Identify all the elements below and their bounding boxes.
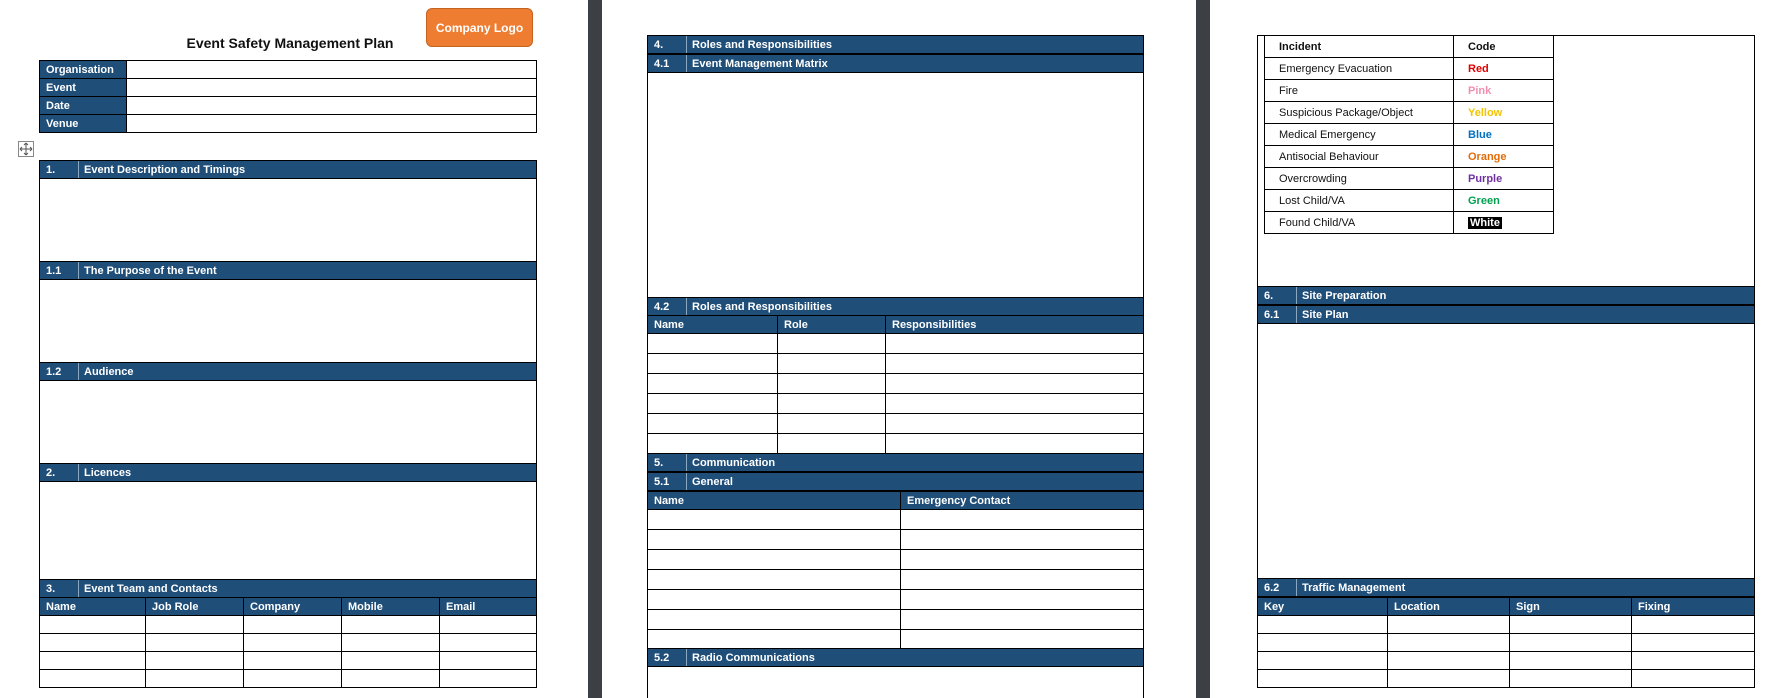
text-area[interactable] — [39, 279, 537, 363]
general-contacts-table — [647, 491, 1144, 650]
table-row — [40, 79, 537, 97]
incident-name: Fire — [1265, 80, 1454, 102]
table-row[interactable] — [648, 374, 1144, 394]
section-title: Site Plan — [1302, 308, 1349, 321]
incident-code: Blue — [1454, 124, 1554, 146]
table-row[interactable] — [1258, 670, 1755, 688]
table-row[interactable] — [648, 590, 1144, 610]
table-row[interactable] — [648, 394, 1144, 414]
info-value-cell[interactable] — [127, 61, 537, 79]
table-row[interactable] — [648, 414, 1144, 434]
section-header — [1257, 578, 1755, 597]
incident-code: Orange — [1454, 146, 1554, 168]
section-number: 1. — [46, 163, 56, 176]
page-3 — [1210, 0, 1787, 698]
move-icon[interactable] — [18, 141, 34, 157]
company-logo-label: Company Logo — [435, 20, 524, 35]
section-number: 5.2 — [654, 651, 670, 664]
table-row[interactable] — [40, 616, 537, 634]
section-number: 1.2 — [46, 365, 62, 378]
section-title: Audience — [84, 365, 134, 378]
table-row — [1265, 58, 1554, 80]
page-gutter — [1196, 0, 1210, 698]
table-row[interactable] — [1258, 652, 1755, 670]
section-number: 6. — [1264, 289, 1274, 302]
column-header: Job Role — [146, 598, 244, 616]
incident-code: Purple — [1454, 168, 1554, 190]
section-title: Event Description and Timings — [84, 163, 246, 176]
section-number: 4.1 — [654, 57, 670, 70]
column-header: Mobile — [342, 598, 440, 616]
section-header — [39, 261, 537, 280]
column-header: Name — [648, 316, 778, 334]
column-header: Role — [778, 316, 886, 334]
incident-code: Red — [1454, 58, 1554, 80]
table-header-row — [1265, 36, 1554, 58]
info-value-cell[interactable] — [127, 79, 537, 97]
page-1 — [0, 0, 588, 698]
incident-name: Medical Emergency — [1265, 124, 1454, 146]
table-row[interactable] — [40, 634, 537, 652]
column-header: Sign — [1510, 598, 1632, 616]
section-title: Communication — [692, 456, 776, 469]
text-area[interactable] — [647, 72, 1144, 298]
section-header — [1257, 305, 1755, 324]
table-row[interactable] — [648, 610, 1144, 630]
section-title: Licences — [84, 466, 132, 479]
traffic-management-table — [1257, 597, 1755, 688]
table-row[interactable] — [648, 334, 1144, 354]
section-header — [39, 160, 537, 179]
section-title: Roles and Responsibilities — [692, 300, 832, 313]
column-header: Name — [40, 598, 146, 616]
section-title: The Purpose of the Event — [84, 264, 217, 277]
table-row — [40, 97, 537, 115]
text-area[interactable] — [647, 666, 1144, 698]
section-number: 5. — [654, 456, 664, 469]
table-row[interactable] — [648, 550, 1144, 570]
section-number: 4. — [654, 38, 664, 51]
table-row — [40, 115, 537, 133]
table-row — [1265, 102, 1554, 124]
table-row — [1265, 124, 1554, 146]
info-label: Organisation — [40, 61, 127, 79]
table-row[interactable] — [648, 510, 1144, 530]
section-title: Event Team and Contacts — [84, 582, 218, 595]
incident-code: Pink — [1454, 80, 1554, 102]
table-header-row — [648, 492, 1144, 510]
section-header — [39, 463, 537, 482]
table-header-row — [40, 598, 537, 616]
roles-table — [647, 315, 1144, 454]
column-header: Incident — [1265, 36, 1454, 58]
incident-name: Emergency Evacuation — [1265, 58, 1454, 80]
section-title: General — [692, 475, 733, 488]
section-header — [647, 297, 1144, 316]
column-header: Email — [440, 598, 537, 616]
section-number: 6.1 — [1264, 308, 1280, 321]
section-header — [647, 648, 1144, 667]
table-row — [1265, 212, 1554, 234]
incident-name: Antisocial Behaviour — [1265, 146, 1454, 168]
event-info-table — [39, 60, 537, 133]
section-header — [647, 453, 1144, 472]
page-gutter — [588, 0, 602, 698]
incident-codes-table — [1264, 35, 1554, 234]
incident-code: Green — [1454, 190, 1554, 212]
table-row[interactable] — [1258, 616, 1755, 634]
table-row — [1265, 190, 1554, 212]
column-header: Location — [1388, 598, 1510, 616]
section-header — [647, 472, 1144, 491]
section-number: 5.1 — [654, 475, 670, 488]
section-title: Radio Communications — [692, 651, 815, 664]
section-title: Roles and Responsibilities — [692, 38, 832, 51]
page-title: Event Safety Management Plan — [186, 35, 394, 51]
incident-name: Lost Child/VA — [1265, 190, 1454, 212]
table-row — [1265, 168, 1554, 190]
text-area[interactable] — [39, 481, 537, 580]
section-title: Event Management Matrix — [692, 57, 828, 70]
text-area[interactable] — [39, 178, 537, 262]
section-header — [647, 54, 1144, 73]
company-logo[interactable] — [426, 8, 533, 47]
column-header: Key — [1258, 598, 1388, 616]
table-row[interactable] — [648, 530, 1144, 550]
incident-name: Overcrowding — [1265, 168, 1454, 190]
section-header — [39, 579, 537, 598]
column-header: Code — [1454, 36, 1554, 58]
column-header: Emergency Contact — [901, 492, 1144, 510]
section-header — [39, 362, 537, 381]
section-header — [1257, 286, 1755, 305]
table-row[interactable] — [40, 670, 537, 688]
table-row[interactable] — [648, 570, 1144, 590]
incident-name: Suspicious Package/Object — [1265, 102, 1454, 124]
table-row[interactable] — [648, 630, 1144, 650]
table-row[interactable] — [40, 652, 537, 670]
section-number: 6.2 — [1264, 581, 1280, 594]
info-value-cell[interactable] — [127, 97, 537, 115]
info-value-cell[interactable] — [127, 115, 537, 133]
incident-code: White — [1470, 216, 1500, 229]
text-area[interactable] — [39, 380, 537, 464]
table-row — [1265, 80, 1554, 102]
column-header: Company — [244, 598, 342, 616]
team-contacts-table — [39, 597, 537, 688]
section-title: Site Preparation — [1302, 289, 1387, 302]
table-row[interactable] — [648, 434, 1144, 454]
column-header: Name — [648, 492, 901, 510]
table-header-row — [1258, 598, 1755, 616]
section-number: 3. — [46, 582, 56, 595]
table-row[interactable] — [1258, 634, 1755, 652]
section-number: 4.2 — [654, 300, 670, 313]
info-label: Venue — [40, 115, 127, 133]
section-number: 2. — [46, 466, 56, 479]
column-header: Fixing — [1632, 598, 1755, 616]
incident-name: Found Child/VA — [1265, 212, 1454, 234]
section-number: 1.1 — [46, 264, 62, 277]
incident-code: Yellow — [1454, 102, 1554, 124]
section-header — [647, 35, 1144, 54]
table-row[interactable] — [648, 354, 1144, 374]
info-label: Event — [40, 79, 127, 97]
page-2 — [602, 0, 1196, 698]
table-row — [40, 61, 537, 79]
table-row — [1265, 146, 1554, 168]
info-label: Date — [40, 97, 127, 115]
column-header: Responsibilities — [886, 316, 1144, 334]
table-header-row — [648, 316, 1144, 334]
section-title: Traffic Management — [1302, 581, 1406, 594]
text-area[interactable] — [1257, 323, 1755, 579]
